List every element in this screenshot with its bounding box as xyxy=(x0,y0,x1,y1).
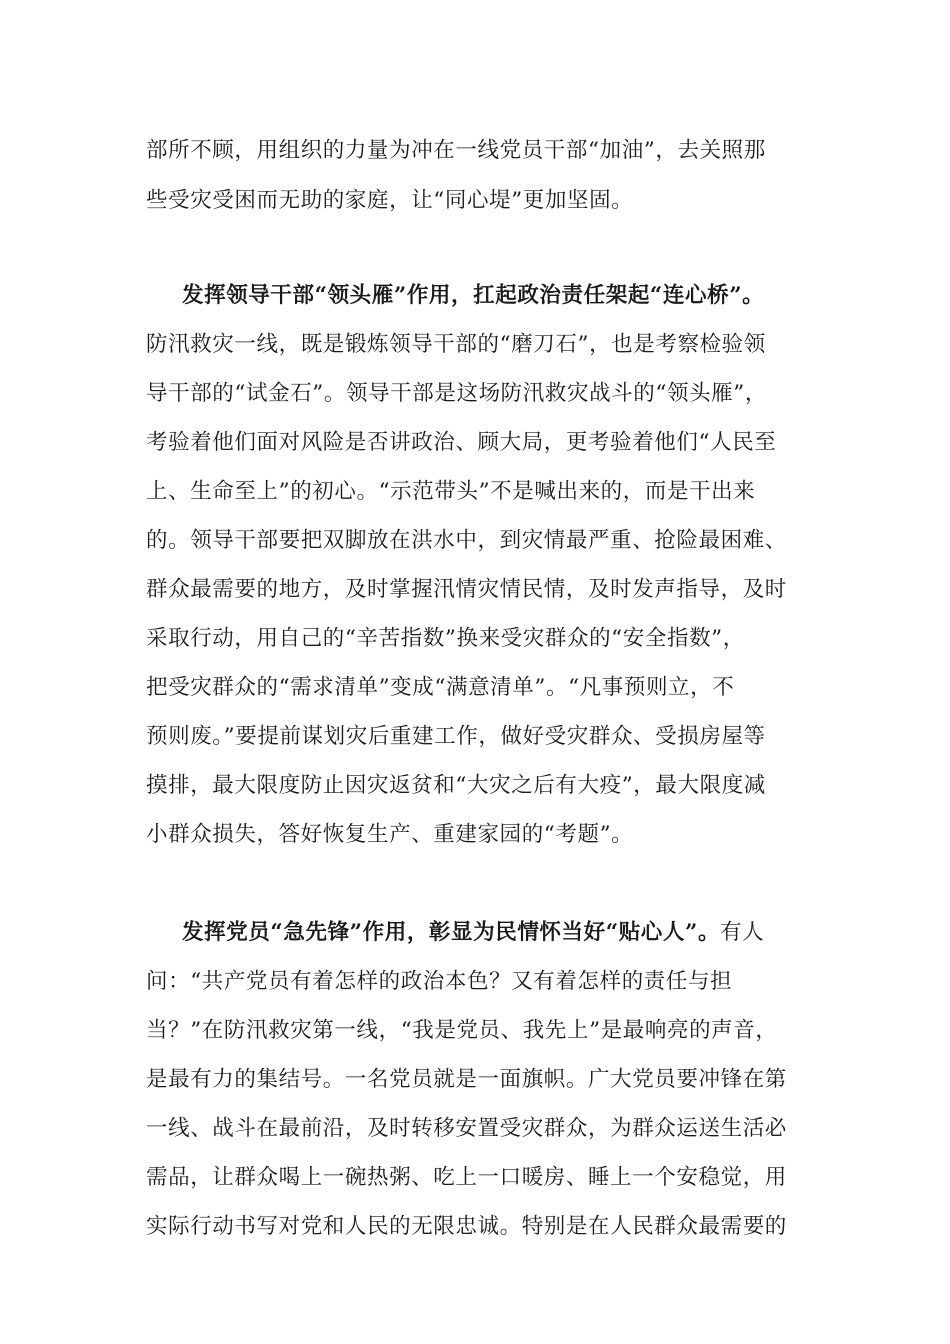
paragraph-2-heading: 发挥领导干部“领头雁”作用，扛起政治责任架起“连心桥”。 xyxy=(182,283,765,308)
paragraph-1-line-2: 些受灾受困而无助的家庭，让“同心堤”更加坚固。 xyxy=(146,188,634,213)
paragraph-3-line-5: 需品，让群众喝上一碗热粥、吃上一口暖房、睡上一个安稳觉，用 xyxy=(146,1165,787,1190)
paragraph-2-line-1: 防汛救灾一线，既是锻炼领导干部的“磨刀石”，也是考察检验领 xyxy=(146,332,766,357)
paragraph-3-line-6: 实际行动书写对党和人民的无限忠诚。特别是在人民群众最需要的 xyxy=(146,1214,787,1239)
paragraph-2-line-9: 预则废。”要提前谋划灾后重建工作，做好受灾群众、受损房屋等 xyxy=(146,724,766,749)
paragraph-2-line-11: 小群众损失，答好恢复生产、重建家园的“考题”。 xyxy=(146,822,634,847)
paragraph-3-line-3: 是最有力的集结号。一名党员就是一面旗帜。广大党员要冲锋在第 xyxy=(146,1067,787,1092)
paragraph-3-heading: 发挥党员“急先锋”作用，彰显为民情怀当好“贴心人”。 xyxy=(182,920,721,945)
paragraph-2-line-10: 摸排，最大限度防止因灾返贫和“大灾之后有大疫”，最大限度减 xyxy=(146,773,766,798)
paragraph-3-first-line xyxy=(182,913,862,953)
paragraph-3-line-1: 问：“共产党员有着怎样的政治本色？又有着怎样的责任与担 xyxy=(146,969,733,994)
paragraph-2-line-3: 考验着他们面对风险是否讲政治、顾大局，更考验着他们“人民至 xyxy=(146,430,777,455)
paragraph-3-line-4: 一线、战斗在最前沿，及时转移安置受灾群众，为群众运送生活必 xyxy=(146,1116,787,1141)
paragraph-2-line-4: 上、生命至上”的初心。“示范带头”不是喊出来的，而是干出来 xyxy=(146,479,756,504)
paragraph-3-line-2: 当？”在防汛救灾第一线，“我是党员、我先上”是最响亮的声音， xyxy=(146,1018,778,1043)
paragraph-2-line-6: 群众最需要的地方，及时掌握汛情灾情民情，及时发声指导，及时 xyxy=(146,577,787,602)
paragraph-2-line-5: 的。领导干部要把双脚放在洪水中，到灾情最严重、抢险最困难、 xyxy=(146,528,787,553)
paragraph-1-line-1: 部所不顾，用组织的力量为冲在一线党员干部“加油”，去关照那 xyxy=(146,138,766,163)
paragraph-3-heading-tail: 有人 xyxy=(720,920,765,945)
paragraph-2-line-8: 把受灾群众的“需求清单”变成“满意清单”。“凡事预则立，不 xyxy=(146,675,735,700)
paragraph-2-line-2: 导干部的“试金石”。领导干部是这场防汛救灾战斗的“领头雁”， xyxy=(146,381,767,406)
paragraph-2-line-7: 采取行动，用自己的“辛苦指数”换来受灾群众的“安全指数”， xyxy=(146,626,745,651)
